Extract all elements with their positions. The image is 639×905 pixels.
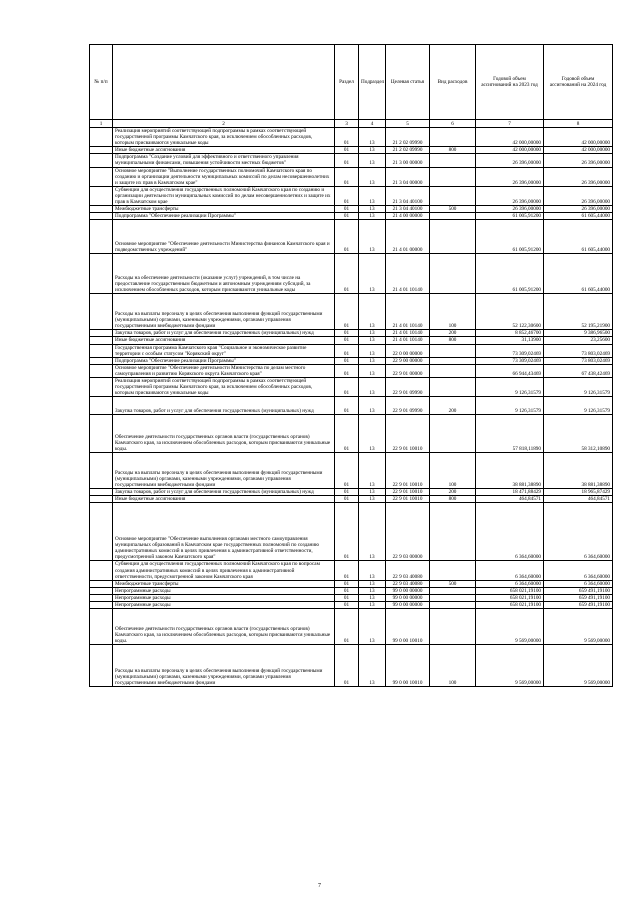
row-target-article: 99 0 00 10010 (386, 645, 430, 687)
row-amount-2024: 659 491,19100 (544, 587, 613, 594)
row-target-article: 22 9 00 00000 (386, 357, 430, 364)
row-num (90, 496, 113, 503)
row-target-article: 22 9 03 40080 (386, 561, 430, 580)
row-amount-2023: 658 021,19100 (476, 602, 544, 609)
row-target-article: 21 2 02 09990 (386, 128, 430, 147)
row-expense-type: 500 (430, 580, 476, 587)
col-number: 6 (430, 120, 476, 128)
row-razdel: 01 (335, 561, 359, 580)
row-razdel: 01 (335, 453, 359, 489)
row-amount-2024: 38 881,38890 (544, 453, 613, 489)
column-numbers-row (90, 120, 613, 128)
row-num (90, 294, 113, 330)
row-razdel: 01 (335, 344, 359, 357)
row-expense-type (430, 602, 476, 609)
row-expense-type: 200 (430, 489, 476, 496)
row-razdel: 01 (335, 147, 359, 154)
row-name: Субвенции для осуществления государственных полномочий Камчатского края по созданию и организации деятельности муниципальных комиссий по делам несовершеннолетних и защите их прав в Камчатском крае (113, 186, 335, 205)
row-expense-type (430, 561, 476, 580)
table-row (90, 206, 613, 213)
row-amount-2023: 52 122,30600 (476, 294, 544, 330)
row-num (90, 602, 113, 609)
row-amount-2023: 61 005,91200 (476, 220, 544, 254)
table-row (90, 147, 613, 154)
table-row (90, 294, 613, 330)
row-razdel: 01 (335, 415, 359, 453)
row-podrazdel: 13 (359, 147, 386, 154)
row-expense-type (430, 344, 476, 357)
row-name: Субвенции для осуществления государственных полномочий Камчатского края по вопросам создания административных комиссий в целях привлечения к административной ответственности, предусмотренной законом Камчатского края (113, 561, 335, 580)
row-target-article: 22 0 00 00000 (386, 344, 430, 357)
table-row (90, 587, 613, 594)
row-num (90, 337, 113, 344)
row-amount-2024: 6 364,60000 (544, 503, 613, 561)
row-expense-type (430, 213, 476, 220)
row-name: Закупка товаров, работ и услуг для обеспечения государственных (муниципальных) нужд (113, 489, 335, 496)
row-amount-2024: 9 126,31579 (544, 397, 613, 415)
row-name: Иные бюджетные ассигнования (113, 147, 335, 154)
row-name: Основное мероприятие "Обеспечение деятельности Министерства по делам местного самоуправления и развитию Корякского округа Камчатского края" (113, 364, 335, 377)
row-name: Реализация мероприятий соответствующей подпрограммы в рамках соответствующей государственной программы Камчатского края, за исключением обособленных расходов, которым присваиваются уникальные коды (113, 377, 335, 396)
row-razdel: 01 (335, 496, 359, 503)
col-number: 1 (90, 120, 113, 128)
row-expense-type (430, 594, 476, 601)
row-name: Межбюджетные трансферты (113, 580, 335, 587)
row-num (90, 364, 113, 377)
row-num (90, 128, 113, 147)
row-target-article: 21 3 04 00000 (386, 167, 430, 186)
row-razdel: 01 (335, 186, 359, 205)
row-expense-type: 800 (430, 337, 476, 344)
row-target-article: 22 9 01 10010 (386, 489, 430, 496)
row-podrazdel: 13 (359, 330, 386, 337)
row-podrazdel: 13 (359, 357, 386, 364)
row-razdel: 01 (335, 220, 359, 254)
header-podrazdel: Подраздел (359, 45, 386, 120)
row-name: Закупка товаров, работ и услуг для обеспечения государственных (муниципальных) нужд (113, 330, 335, 337)
col-number: 3 (335, 120, 359, 128)
row-num (90, 561, 113, 580)
table-row (90, 580, 613, 587)
row-name: Иные бюджетные ассигнования (113, 337, 335, 344)
table-row (90, 453, 613, 489)
row-name: Непрограммные расходы (113, 594, 335, 601)
row-name: Подпрограмма "Обеспечение реализации Программы" (113, 357, 335, 364)
row-amount-2024: 61 605,44000 (544, 220, 613, 254)
row-target-article: 21 4 01 00000 (386, 220, 430, 254)
row-podrazdel: 13 (359, 364, 386, 377)
row-num (90, 206, 113, 213)
row-razdel: 01 (335, 377, 359, 396)
row-target-article: 22 9 01 00000 (386, 364, 430, 377)
row-expense-type (430, 128, 476, 147)
row-num (90, 344, 113, 357)
table-row (90, 330, 613, 337)
col-number: 2 (113, 120, 335, 128)
row-podrazdel: 13 (359, 128, 386, 147)
row-razdel: 01 (335, 213, 359, 220)
row-expense-type (430, 377, 476, 396)
row-name: Основное мероприятие "Обеспечение выполнения органами местного самоуправления муниципальных образований в Камчатском крае государственных полномочий по созданию административных комиссий в целях привлечения к административной ответственности, предусмотренной законом Камчатского края" (113, 503, 335, 561)
row-expense-type: 800 (430, 147, 476, 154)
row-num (90, 397, 113, 415)
row-podrazdel: 13 (359, 415, 386, 453)
row-amount-2024: 464,84571 (544, 496, 613, 503)
row-amount-2024: 23,25600 (544, 337, 613, 344)
row-razdel: 01 (335, 154, 359, 167)
row-amount-2023: 6 364,60000 (476, 561, 544, 580)
row-amount-2024: 26 396,00000 (544, 167, 613, 186)
col-number: 5 (386, 120, 430, 128)
row-podrazdel: 13 (359, 220, 386, 254)
table-header-row (90, 45, 613, 120)
table-row (90, 609, 613, 645)
header-razdel: Раздел (335, 45, 359, 120)
budget-table (89, 44, 613, 687)
col-number: 4 (359, 120, 386, 128)
row-podrazdel: 13 (359, 594, 386, 601)
row-amount-2024: 42 000,00000 (544, 147, 613, 154)
table-row (90, 213, 613, 220)
row-expense-type: 100 (430, 645, 476, 687)
row-target-article: 21 3 04 40100 (386, 186, 430, 205)
row-amount-2023: 66 944,43469 (476, 364, 544, 377)
row-name: Подпрограмма "Обеспечение реализации Программы" (113, 213, 335, 220)
row-amount-2023: 464,84571 (476, 496, 544, 503)
header-expense-type: Вид расходов (430, 45, 476, 120)
row-razdel: 01 (335, 580, 359, 587)
table-row (90, 357, 613, 364)
row-num (90, 167, 113, 186)
col-number: 8 (544, 120, 613, 128)
row-razdel: 01 (335, 397, 359, 415)
row-amount-2023: 8 852,46700 (476, 330, 544, 337)
row-name: Обеспечение деятельности государственных органов власти (государственных органов) Камчатского края, за исключением обособленных расходов, которым присваиваются уникальные коды. (113, 415, 335, 453)
row-razdel: 01 (335, 645, 359, 687)
row-num (90, 453, 113, 489)
row-expense-type: 800 (430, 496, 476, 503)
row-expense-type: 200 (430, 330, 476, 337)
row-amount-2024: 6 364,60000 (544, 561, 613, 580)
header-volume-2024: Годовой объем ассигнований на 2024 год (544, 45, 613, 120)
row-amount-2024: 9 569,00000 (544, 609, 613, 645)
row-name: Закупка товаров, работ и услуг для обеспечения государственных (муниципальных) нужд (113, 397, 335, 415)
row-expense-type: 500 (430, 206, 476, 213)
row-target-article: 99 0 00 00000 (386, 587, 430, 594)
row-expense-type (430, 254, 476, 294)
row-razdel: 01 (335, 357, 359, 364)
row-amount-2023: 26 396,00000 (476, 154, 544, 167)
row-target-article: 22 9 01 09990 (386, 377, 430, 396)
row-expense-type (430, 609, 476, 645)
row-amount-2024: 61 605,44000 (544, 213, 613, 220)
row-razdel: 01 (335, 489, 359, 496)
table-row (90, 645, 613, 687)
row-amount-2023: 61 005,91200 (476, 254, 544, 294)
table-row (90, 602, 613, 609)
row-name: Основное мероприятие "Обеспечение деятельности Министерства финансов Камчатского края и подведомственных учреждений" (113, 220, 335, 254)
row-target-article: 21 3 00 00000 (386, 154, 430, 167)
row-amount-2023: 658 021,19100 (476, 587, 544, 594)
row-amount-2023: 26 396,00000 (476, 186, 544, 205)
table-row (90, 594, 613, 601)
row-num (90, 154, 113, 167)
row-amount-2023: 73 309,02469 (476, 357, 544, 364)
col-number: 7 (476, 120, 544, 128)
row-target-article: 22 9 01 10010 (386, 496, 430, 503)
row-name: Непрограммные расходы (113, 602, 335, 609)
table-row (90, 397, 613, 415)
row-num (90, 503, 113, 561)
row-podrazdel: 13 (359, 602, 386, 609)
row-expense-type: 100 (430, 294, 476, 330)
table-row (90, 128, 613, 147)
row-num (90, 254, 113, 294)
row-target-article: 99 0 00 00000 (386, 602, 430, 609)
row-num (90, 377, 113, 396)
row-amount-2023: 9 569,00000 (476, 609, 544, 645)
row-razdel: 01 (335, 337, 359, 344)
row-target-article: 22 9 03 00000 (386, 503, 430, 561)
row-target-article: 21 4 00 00000 (386, 213, 430, 220)
row-name: Основное мероприятие "Выполнение государственных полномочий Камчатского края по созданию и организации деятельности муниципальных комиссий по делам несовершеннолетних и защите их прав в Камчатском крае" (113, 167, 335, 186)
row-amount-2024: 73 803,02469 (544, 344, 613, 357)
row-name: Обеспечение деятельности государственных органов власти (государственных органов) Камчатского края, за исключением обособленных расходов, которым присваиваются уникальные коды. (113, 609, 335, 645)
row-expense-type (430, 587, 476, 594)
row-amount-2023: 42 000,00000 (476, 128, 544, 147)
row-podrazdel: 13 (359, 397, 386, 415)
row-name: Государственная программа Камчатского края "Социальное и экономическое развитие территории с особым статусом "Корякский округ" (113, 344, 335, 357)
header-volume-2023: Годовой объем ассигнований на 2023 год (476, 45, 544, 120)
row-amount-2024: 659 491,19100 (544, 594, 613, 601)
row-num (90, 594, 113, 601)
row-razdel: 01 (335, 364, 359, 377)
table-row (90, 254, 613, 294)
row-razdel: 01 (335, 602, 359, 609)
row-razdel: 01 (335, 330, 359, 337)
row-expense-type (430, 415, 476, 453)
row-num (90, 186, 113, 205)
row-razdel: 01 (335, 503, 359, 561)
row-num (90, 609, 113, 645)
row-amount-2023: 658 021,19100 (476, 594, 544, 601)
table-row (90, 337, 613, 344)
row-name: Реализация мероприятий соответствующей подпрограммы в рамках соответствующей государственной программы Камчатского края, за исключением обособленных расходов, которым присваиваются уникальные коды (113, 128, 335, 147)
row-expense-type (430, 357, 476, 364)
row-num (90, 220, 113, 254)
row-name: Расходы на выплаты персоналу в целях обеспечения выполнения функций государственными (муниципальными) органами, казенными учреждениями, органами управления государственными внебюджетными фондами (113, 645, 335, 687)
row-num (90, 213, 113, 220)
row-target-article: 21 3 04 40100 (386, 206, 430, 213)
row-razdel: 01 (335, 594, 359, 601)
header-target-article: Целевая статья (386, 45, 430, 120)
row-podrazdel: 13 (359, 254, 386, 294)
row-amount-2024: 73 803,02469 (544, 357, 613, 364)
row-num (90, 330, 113, 337)
row-amount-2024: 58 312,10890 (544, 415, 613, 453)
row-amount-2023: 26 396,00000 (476, 167, 544, 186)
row-amount-2023: 9 126,31579 (476, 397, 544, 415)
table-row (90, 154, 613, 167)
row-num (90, 580, 113, 587)
row-amount-2024: 9 569,00000 (544, 645, 613, 687)
row-target-article: 21 2 02 09990 (386, 147, 430, 154)
row-amount-2024: 26 396,00000 (544, 154, 613, 167)
table-row (90, 503, 613, 561)
row-target-article: 21 4 01 10140 (386, 254, 430, 294)
row-amount-2024: 42 000,00000 (544, 128, 613, 147)
row-target-article: 22 9 01 10010 (386, 453, 430, 489)
row-podrazdel: 13 (359, 337, 386, 344)
table-row (90, 220, 613, 254)
row-num (90, 645, 113, 687)
table-row (90, 167, 613, 186)
table-row (90, 344, 613, 357)
row-name: Иные бюджетные ассигнования (113, 496, 335, 503)
row-podrazdel: 13 (359, 496, 386, 503)
row-name: Расходы на выплаты персоналу в целях обеспечения выполнения функций государственными (муниципальными) органами, казенными учреждениями, органами управления государственными внебюджетными фондами (113, 453, 335, 489)
row-podrazdel: 13 (359, 489, 386, 496)
table-row (90, 489, 613, 496)
row-target-article: 99 0 00 10010 (386, 609, 430, 645)
row-podrazdel: 13 (359, 587, 386, 594)
row-amount-2023: 6 364,60000 (476, 580, 544, 587)
row-razdel: 01 (335, 254, 359, 294)
row-num (90, 147, 113, 154)
row-podrazdel: 13 (359, 206, 386, 213)
row-target-article: 99 0 00 00000 (386, 594, 430, 601)
row-target-article: 21 4 01 10140 (386, 337, 430, 344)
row-num (90, 357, 113, 364)
row-amount-2023: 31,13900 (476, 337, 544, 344)
table-row (90, 415, 613, 453)
table-row (90, 377, 613, 396)
row-amount-2024: 52 195,21900 (544, 294, 613, 330)
table-row (90, 364, 613, 377)
row-name: Расходы на выплаты персоналу в целях обеспечения выполнения функций государственными (муниципальными) органами, казенными учреждениями, органами управления государственными внебюджетными фондами (113, 294, 335, 330)
row-expense-type (430, 220, 476, 254)
row-podrazdel: 13 (359, 344, 386, 357)
row-podrazdel: 13 (359, 377, 386, 396)
row-podrazdel: 13 (359, 453, 386, 489)
row-amount-2023: 26 396,00000 (476, 206, 544, 213)
row-expense-type (430, 364, 476, 377)
row-podrazdel: 13 (359, 167, 386, 186)
row-amount-2023: 57 818,11890 (476, 415, 544, 453)
row-amount-2024: 6 364,60000 (544, 580, 613, 587)
row-amount-2023: 18 471,88429 (476, 489, 544, 496)
row-razdel: 01 (335, 609, 359, 645)
row-amount-2023: 6 364,60000 (476, 503, 544, 561)
row-name: Подпрограмма "Создание условий для эффективного и ответственного управления муниципальными финансами, повышения устойчивости местных бюджетов" (113, 154, 335, 167)
row-amount-2024: 61 605,44000 (544, 254, 613, 294)
row-podrazdel: 13 (359, 154, 386, 167)
row-expense-type (430, 186, 476, 205)
row-amount-2024: 9 126,31579 (544, 377, 613, 396)
header-num: № п/п (90, 45, 113, 120)
row-num (90, 415, 113, 453)
row-expense-type: 100 (430, 453, 476, 489)
row-amount-2023: 9 569,00000 (476, 645, 544, 687)
row-podrazdel: 13 (359, 561, 386, 580)
row-amount-2024: 659 491,19100 (544, 602, 613, 609)
header-name (113, 45, 335, 120)
row-target-article: 21 4 01 10140 (386, 330, 430, 337)
row-razdel: 01 (335, 167, 359, 186)
row-podrazdel: 13 (359, 609, 386, 645)
row-amount-2024: 9 386,96500 (544, 330, 613, 337)
row-expense-type: 200 (430, 397, 476, 415)
row-amount-2024: 67 438,42469 (544, 364, 613, 377)
row-podrazdel: 13 (359, 503, 386, 561)
row-podrazdel: 13 (359, 580, 386, 587)
row-expense-type (430, 154, 476, 167)
row-podrazdel: 13 (359, 213, 386, 220)
row-amount-2024: 26 396,00000 (544, 206, 613, 213)
row-num (90, 587, 113, 594)
row-amount-2024: 26 396,00000 (544, 186, 613, 205)
table-row (90, 561, 613, 580)
row-razdel: 01 (335, 206, 359, 213)
row-amount-2023: 42 000,00000 (476, 147, 544, 154)
row-razdel: 01 (335, 294, 359, 330)
row-razdel: 01 (335, 128, 359, 147)
row-podrazdel: 13 (359, 186, 386, 205)
row-podrazdel: 13 (359, 294, 386, 330)
row-amount-2023: 38 881,38890 (476, 453, 544, 489)
row-target-article: 21 4 01 10140 (386, 294, 430, 330)
row-expense-type (430, 167, 476, 186)
page-number: 7 (318, 883, 321, 889)
row-amount-2023: 9 126,31579 (476, 377, 544, 396)
table-row (90, 496, 613, 503)
row-name: Непрограммные расходы (113, 587, 335, 594)
row-expense-type (430, 503, 476, 561)
row-target-article: 22 9 01 10010 (386, 415, 430, 453)
row-razdel: 01 (335, 587, 359, 594)
row-name: Расходы на обеспечение деятельности (оказание услуг) учреждений, в том числе на предоставление государственным бюджетным и автономным учреждениям субсидий, за исключением обособленных расходов, которым присваиваются уникальные коды (113, 254, 335, 294)
row-name: Межбюджетные трансферты (113, 206, 335, 213)
row-num (90, 489, 113, 496)
row-amount-2023: 73 309,02469 (476, 344, 544, 357)
row-target-article: 22 9 03 40080 (386, 580, 430, 587)
row-amount-2023: 61 005,91200 (476, 213, 544, 220)
row-amount-2024: 18 965,87429 (544, 489, 613, 496)
row-podrazdel: 13 (359, 645, 386, 687)
table-row (90, 186, 613, 205)
row-target-article: 22 9 01 09990 (386, 397, 430, 415)
